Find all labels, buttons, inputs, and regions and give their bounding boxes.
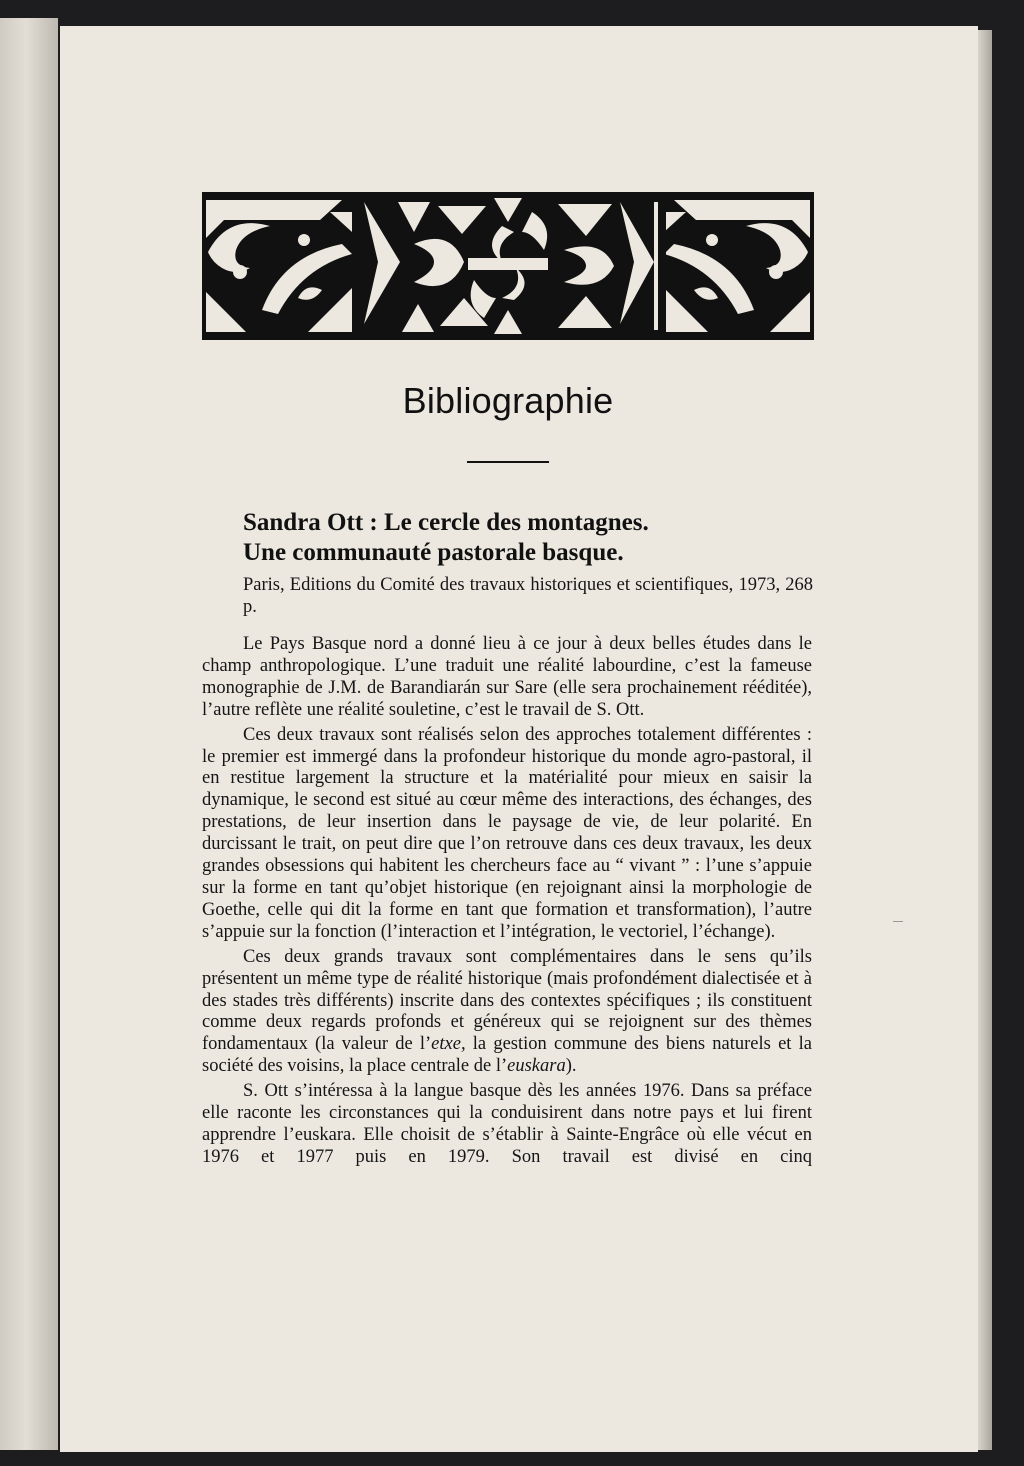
review-body	[202, 634, 812, 1172]
basque-ornament-banner	[202, 192, 814, 340]
margin-mark	[893, 921, 903, 922]
review-book-title	[243, 508, 813, 568]
paragraph-1: Le Pays Basque nord a donné lieu à ce jour à deux belles études dans le champ anthropologique. L’une traduit une réalité labourdine, c’est la fameuse monographie de J.M. de Barandiarán sur Sare (elle sera prochainement rééditée), l’autre reflète une réalité souletine, c’est le travail de S. Ott.	[202, 634, 812, 720]
page-stack-edge	[978, 30, 992, 1450]
book-title-line-2: Une communauté pastorale basque.	[243, 539, 624, 566]
paragraph-2: Ces deux travaux sont réalisés selon des approches totalement différentes : le premier est immergé dans la profondeur historique du monde agro-pastoral, il en restitue largement la structure et la matérialité pour mieux en saisir la dynamique, le second est situé au cœur même des interactions, des échanges, des prestations, de leur insertion dans le paysage de vie, de leur polarité. En durcissant le trait, on peut dire que l’on retrouve dans ces deux travaux, les deux grandes obsessions qui habitent les chercheurs face au “ vivant ” : l’une s’appuie sur la forme en tant qu’objet historique (en rejoignant ainsi la morphologie de Goethe, celle qui dit la forme en tant que formation et transformation), l’autre s’appuie sur la fonction (l’interaction et l’intégration, le vectoriel, l’échange).	[202, 724, 812, 942]
paragraph-3-text-c: ).	[565, 1056, 577, 1077]
publication-details: Paris, Editions du Comité des travaux historiques et scientifiques, 1973, 268 p.	[243, 575, 813, 617]
paragraph-3-text-a: Ces deux grands travaux sont complémentaires dans le sens qu’ils présentent un même type de réalité historique (mais profondément dialectisée et à des stades très différents) inscrite dans des contextes spécifiques ; ils constituent comme deux regards profonds et généreux qui se rejoignent sur des thèmes fondamentaux (la valeur de l’	[202, 946, 812, 1055]
book-title-line-1: Sandra Ott : Le cercle des montagnes.	[243, 509, 649, 536]
section-title: Bibliographie	[402, 380, 614, 421]
term-etxe: etxe,	[431, 1034, 466, 1055]
title-divider	[467, 461, 549, 463]
paragraph-3-text-b: la gestion commune des biens naturels et la société des voisins, la place centrale de l’	[202, 1034, 812, 1077]
term-euskara: euskara	[507, 1056, 566, 1077]
facing-page-edge	[0, 18, 58, 1450]
paragraph-3	[202, 947, 812, 1078]
paragraph-4: S. Ott s’intéressa à la langue basque dès les années 1976. Dans sa préface elle raconte les circonstances qui la conduisirent dans notre pays et lui firent apprendre l’euskara. Elle choisit de s’établir à Sainte-Engrâce où elle vécut en 1976 et 1977 puis en 1979. Son travail est divisé en cinq	[202, 1081, 812, 1167]
